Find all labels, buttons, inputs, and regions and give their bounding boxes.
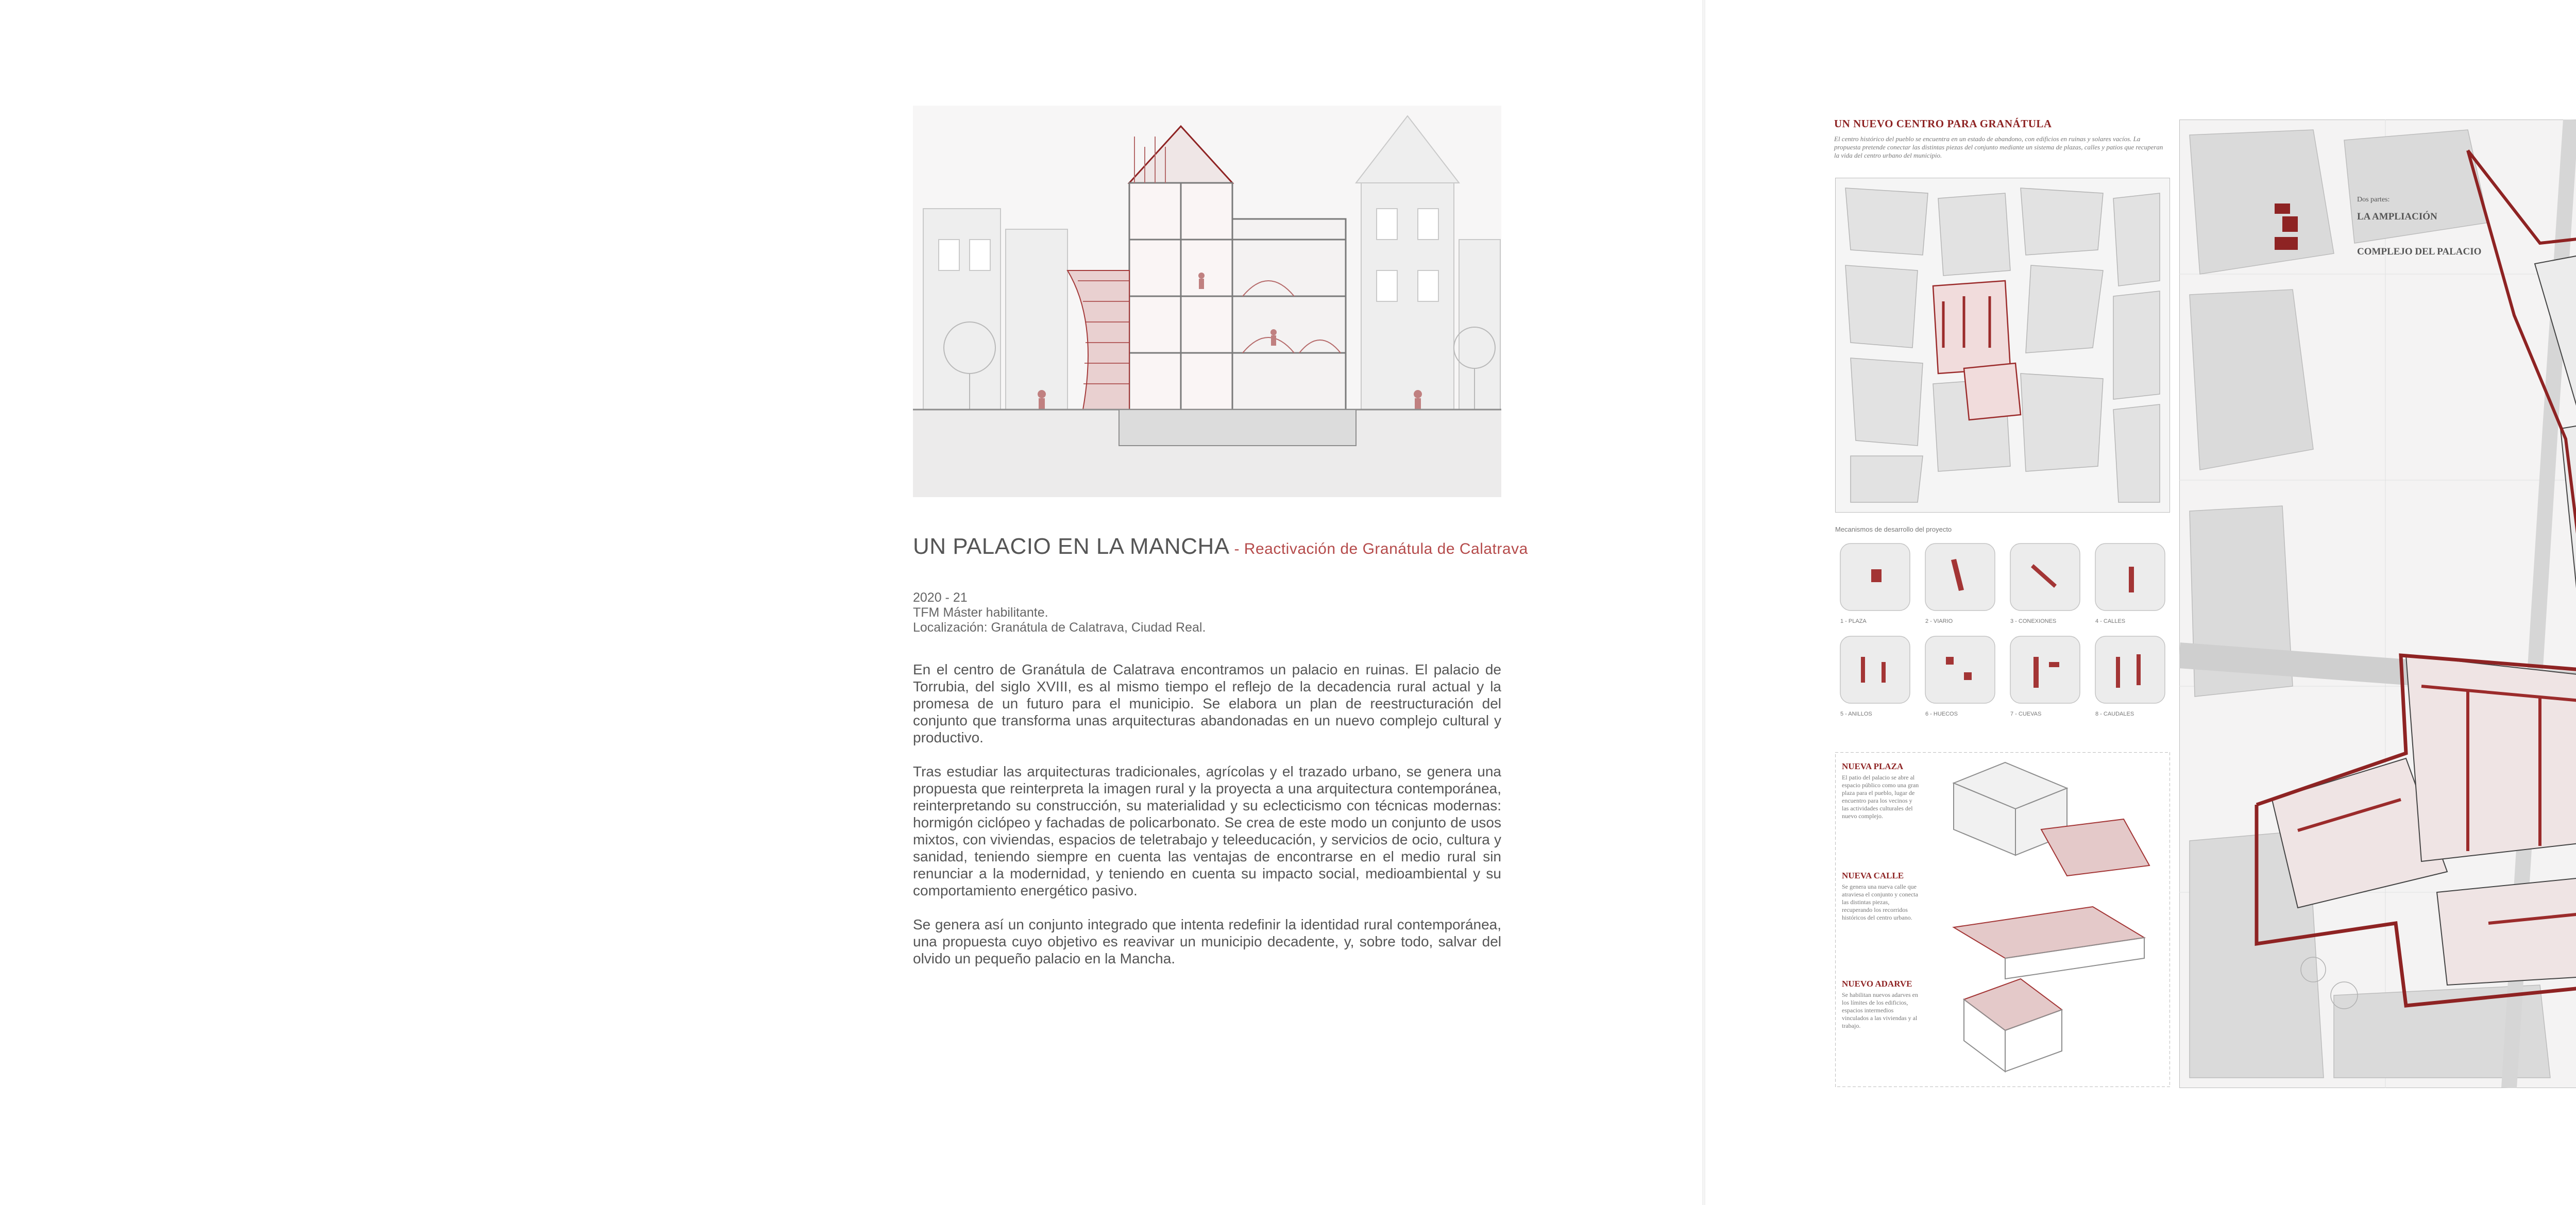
section-body-plaza: El patio del palacio se abre al espacio público como una gran plaza para el pueblo, lugar de encuentro para los vecinos y las actividades culturales del nuevo complejo. — [1842, 774, 1919, 820]
phase-label: 2 - VIARIO — [1925, 618, 1953, 624]
page-gutter — [1702, 0, 1705, 1205]
phase-label: 4 - CALLES — [2095, 618, 2126, 624]
phase-label: 3 - CONEXIONES — [2010, 618, 2057, 624]
project-meta — [913, 590, 1206, 635]
paragraph: Se genera así un conjunto integrado que intenta redefinir la identidad rural contemporánea, una propuesta cuyo objetivo es reavivar un municipio decadente, y, sobre todo, salvar del olvido un pequeño palacio en la Mancha. — [913, 917, 1501, 966]
project-course: TFM Máster habilitante. — [913, 605, 1048, 620]
building-section-drawing — [913, 106, 1501, 497]
phase-label: 8 - CAUDALES — [2095, 711, 2134, 717]
phase-label: 6 - HUECOS — [1925, 711, 1958, 717]
project-title-line — [913, 534, 1531, 559]
board-intro: El centro histórico del pueblo se encuentra en un estado de abandono, con edificios en ruinas y solares vacíos. La propuesta pretende conectar las distintas piezas del conjunto mediante un sistema de plazas, calles y patios que recuperan la vida del centro urbano del municipio. — [1834, 135, 2163, 159]
title-separator: - — [1229, 540, 1244, 557]
phases-caption: Mecanismos de desarrollo del proyecto — [1835, 525, 1952, 533]
project-subtitle: Reactivación de Granátula de Calatrava — [1244, 540, 1528, 557]
project-title: UN PALACIO EN LA MANCHA — [913, 534, 1230, 559]
project-year: 2020 - 21 — [913, 590, 968, 605]
legend-ampliacion: LA AMPLIACIÓN — [2357, 211, 2437, 222]
section-heading-adarve: NUEVO ADARVE — [1842, 979, 1912, 989]
site-plan — [2179, 120, 2576, 1088]
phases-diagrams — [1835, 538, 2170, 719]
paragraph: Tras estudiar las arquitecturas tradicionales, agrícolas y el trazado urbano, se genera una propuesta que reinterpreta la imagen rural y la proyecta a una arquitectura contemporánea, reinterpretando su construcción, su materialidad y su eclecticismo con técnicas modernas: hormigón ciclópeo y fachadas de policarbonato. Se crea de este modo un conjunto de usos mixtos, con viviendas, espacios de teletrabajo y teleeducación, y servicios de ocio, cultura y sanidad, teniendo siempre en cuenta las ventajas de encontrarse en el medio rural sin renunciar a la modernidad, y teniendo en cuenta su impacto social, medioambiental y su comportamiento energético pasivo. — [913, 763, 1501, 898]
phase-label: 7 - CUEVAS — [2010, 711, 2042, 717]
legend-mini-plan — [2272, 201, 2303, 258]
board-title: UN NUEVO CENTRO PARA GRANÁTULA — [1834, 117, 2052, 130]
section-heading-calle: NUEVA CALLE — [1842, 871, 1904, 880]
legend-palacio: COMPLEJO DEL PALACIO — [2357, 246, 2482, 257]
section-body-adarve: Se habilitan nuevos adarves en los límites de los edificios, espacios intermedios vinculados a las viviendas y al trabajo. — [1842, 991, 1918, 1029]
project-location: Localización: Granátula de Calatrava, Ciudad Real. — [913, 620, 1206, 635]
phase-label: 1 - PLAZA — [1840, 618, 1867, 624]
section-heading-plaza: NUEVA PLAZA — [1842, 761, 1904, 771]
project-description — [913, 661, 1501, 984]
paragraph: En el centro de Granátula de Calatrava encontramos un palacio en ruinas. El palacio de Torrubia, del siglo XVIII, es al mismo tiempo el reflejo de la decadencia rural actual y la promesa de un futuro para el municipio. Se elabora un plan de reestructuración del conjunto que transforma unas arquitecturas abandonadas en un nuevo complejo cultural y productivo. — [913, 661, 1501, 745]
legend-prefix: Dos partes: — [2357, 196, 2390, 203]
phase-label: 5 - ANILLOS — [1840, 711, 1872, 717]
location-map — [1835, 178, 2170, 513]
section-body-calle: Se genera una nueva calle que atraviesa el conjunto y conecta las distintas piezas, recuperando los recorridos históricos del centro urbano. — [1842, 883, 1918, 921]
